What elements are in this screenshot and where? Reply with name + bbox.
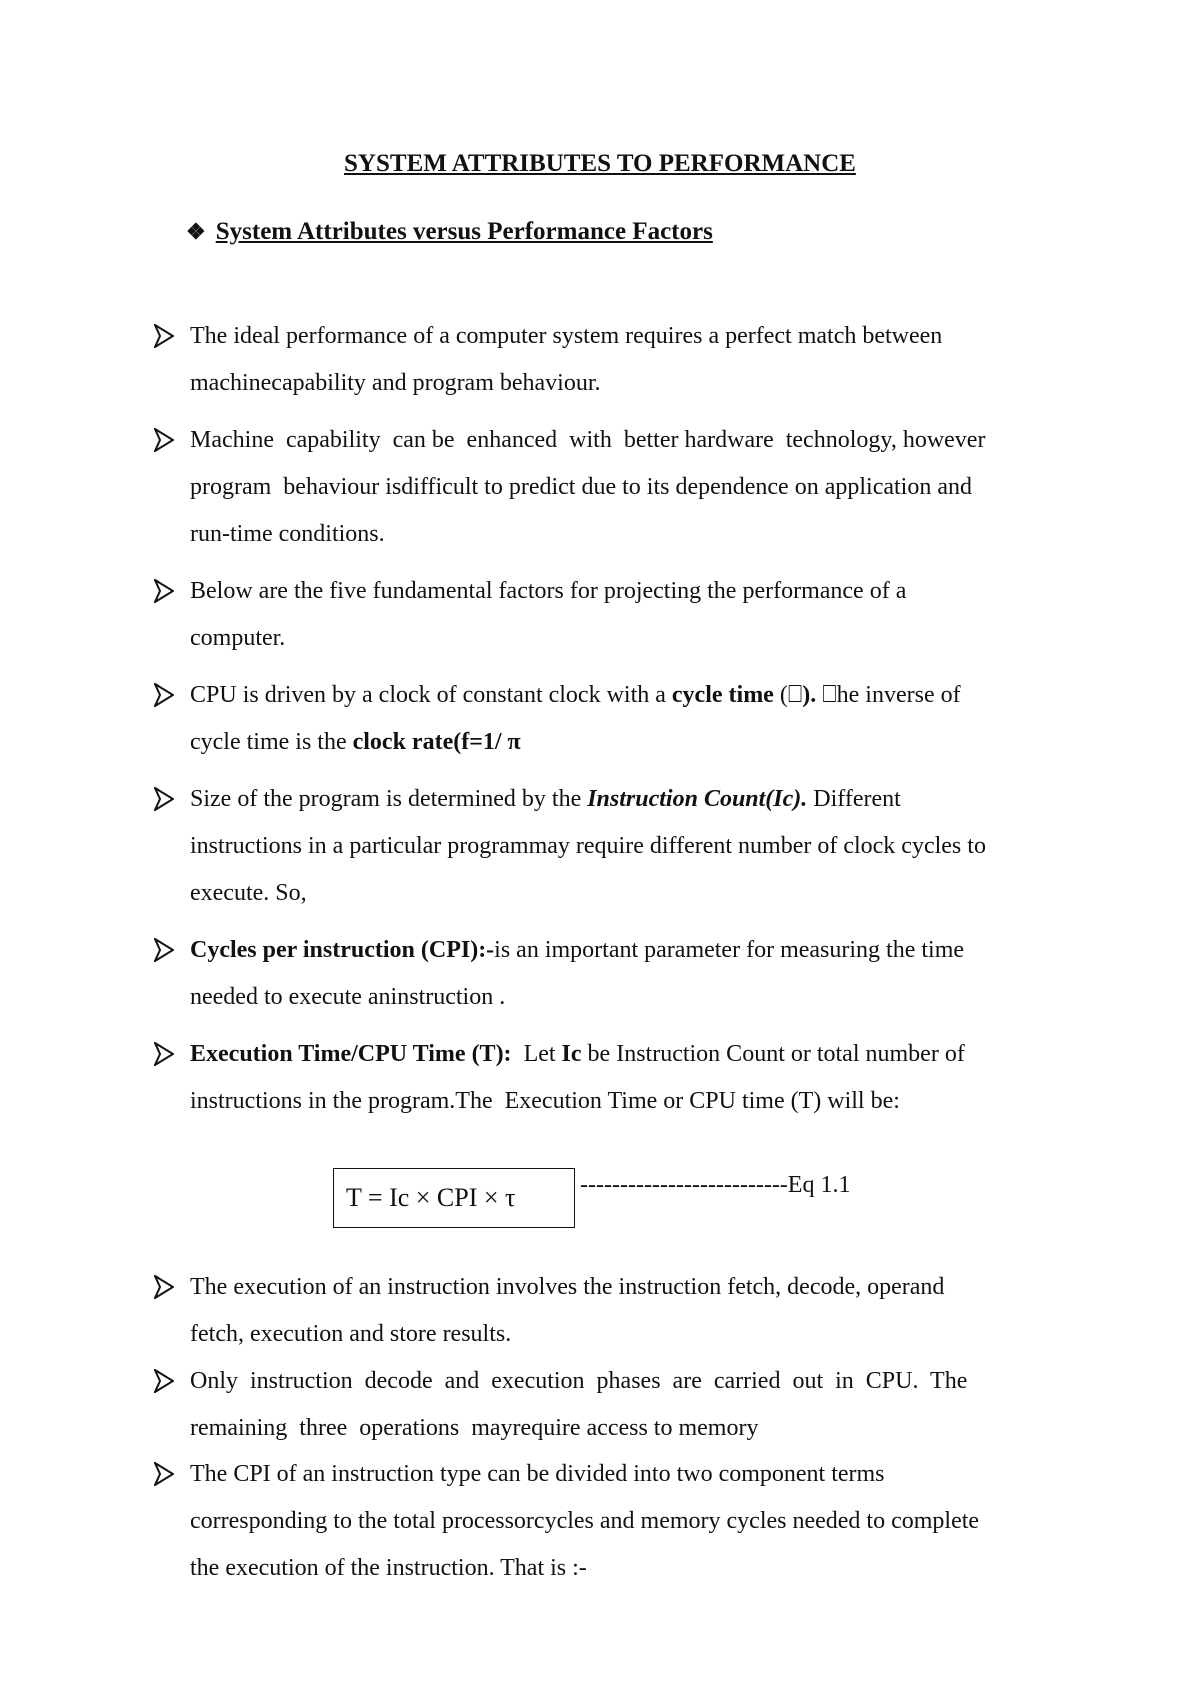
- list-item: [154, 672, 1114, 766]
- page-title: SYSTEM ATTRIBUTES TO PERFORMANCE: [344, 150, 856, 177]
- arrow-bullet-icon: [154, 1042, 174, 1066]
- list-item: [154, 568, 1114, 662]
- list-item-line: computer.: [190, 625, 286, 651]
- list-item: [154, 776, 1114, 917]
- list-item-line: [190, 719, 1114, 766]
- arrow-bullet-icon: [154, 428, 174, 452]
- text-run: Let: [511, 1041, 562, 1067]
- list-item-line: The ideal performance of a computer system requires a perfect match between: [190, 323, 943, 349]
- bold-term: clock rate(f=1/ π: [352, 729, 521, 755]
- arrow-bullet-icon: [154, 938, 174, 962]
- text-run: be Instruction Count or total number of: [581, 1041, 965, 1067]
- list-item-line: machinecapability and program behaviour.: [190, 370, 601, 396]
- four-diamond-bullet-icon: ❖: [186, 219, 206, 244]
- arrow-bullet-icon: [154, 579, 174, 603]
- section-heading: [186, 218, 713, 246]
- text-run: CPU is driven by a clock of constant clock with a: [190, 682, 672, 708]
- arrow-bullet-icon: [154, 324, 174, 348]
- arrow-bullet-icon: [154, 683, 174, 707]
- list-item-line: instructions in the program.The Execution Time or CPU time (T) will be:: [190, 1088, 900, 1114]
- bold-italic-term: Instruction Count(Ic).: [587, 786, 808, 812]
- list-item-line: fetch, execution and store results.: [190, 1321, 512, 1347]
- list-item: [154, 1451, 1114, 1592]
- bold-term: Execution Time/CPU Time (T):: [190, 1041, 512, 1067]
- list-item: [154, 1031, 1114, 1125]
- text-run: Different: [807, 786, 901, 812]
- list-item: [154, 417, 1114, 558]
- list-item-line: corresponding to the total processorcycles and memory cycles needed to complete: [190, 1508, 980, 1534]
- list-item-line: [190, 1031, 1114, 1078]
- list-item-line: Only instruction decode and execution phases are carried out in CPU. The: [190, 1368, 968, 1394]
- arrow-bullet-icon: [154, 1462, 174, 1486]
- list-item: [154, 1264, 1114, 1358]
- arrow-bullet-icon: [154, 787, 174, 811]
- section-heading-text: System Attributes versus Performance Factors: [215, 218, 713, 245]
- equation-label: --------------------------Eq 1.1: [580, 1172, 851, 1198]
- arrow-bullet-icon: [154, 1369, 174, 1393]
- list-item-line: execute. So,: [190, 880, 307, 906]
- list-item-line: The execution of an instruction involves the instruction fetch, decode, operand: [190, 1274, 945, 1300]
- list-item-line: The CPI of an instruction type can be divided into two component terms: [190, 1461, 885, 1487]
- text-run: (⎕: [773, 682, 803, 708]
- bold-term: cycle time: [671, 682, 774, 708]
- list-item-line: Below are the five fundamental factors for projecting the performance of a: [190, 578, 907, 604]
- list-item-line: run-time conditions.: [190, 521, 385, 547]
- equation-box: T = Ic × CPI × τ: [333, 1168, 575, 1228]
- list-item-line: [190, 927, 1114, 974]
- list-item-line: [190, 776, 1114, 823]
- arrow-bullet-icon: [154, 1275, 174, 1299]
- bold-term: ).: [802, 682, 817, 708]
- list-item: [154, 313, 1114, 407]
- text-run: cycle time is the: [190, 729, 353, 755]
- list-item-line: needed to execute aninstruction .: [190, 984, 506, 1010]
- list-item-line: Machine capability can be enhanced with better hardware technology, however: [190, 427, 986, 453]
- bold-term: Cycles per instruction (CPI):-: [190, 937, 495, 963]
- list-item-line: remaining three operations mayrequire access to memory: [190, 1415, 759, 1441]
- list-item: [154, 927, 1114, 1021]
- text-run: ⎕he inverse of: [816, 682, 961, 708]
- list-item-line: [190, 672, 1114, 719]
- list-item-line: the execution of the instruction. That is :-: [190, 1555, 587, 1581]
- list-item-line: instructions in a particular programmay require different number of clock cycles to: [190, 833, 986, 859]
- text-run: is an important parameter for measuring the time: [494, 937, 965, 963]
- text-run: Size of the program is determined by the: [190, 786, 588, 812]
- list-item-line: program behaviour isdifficult to predict due to its dependence on application and: [190, 474, 972, 500]
- list-item: [154, 1358, 1114, 1452]
- bold-term: Ic: [561, 1041, 582, 1067]
